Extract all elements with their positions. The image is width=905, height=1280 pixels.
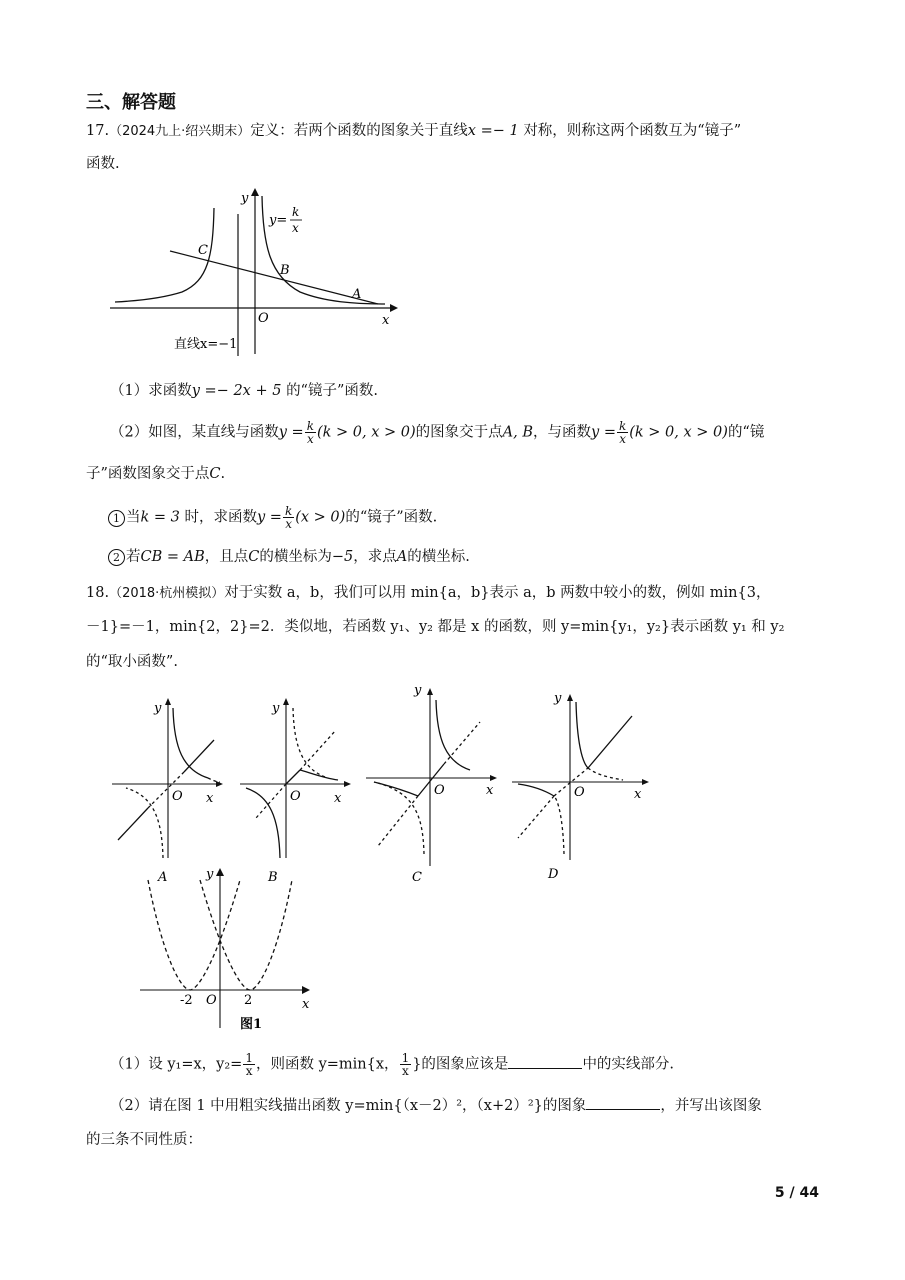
q17-part2-end: 的“镜 <box>727 424 765 441</box>
q18-part1-b: ，则函数 y=min{x， <box>255 1056 399 1073</box>
q18-part1 <box>110 1052 674 1077</box>
q17-eq: x =− 1 <box>467 123 519 139</box>
q17-sub1-a: 当 <box>126 509 141 526</box>
q17-text-a: 定义：若两个函数的图象关于直线 <box>250 123 468 139</box>
fig1-tick-pos: 2 <box>244 993 253 1008</box>
q17-part2-cond2: (k > 0, x > 0) <box>629 424 728 441</box>
q17-source: （2024九上·绍兴期末） <box>109 124 251 139</box>
q17-sub1-frac: $\frac{k}{x}$ <box>284 504 293 531</box>
graph-b-y: y <box>272 701 280 716</box>
q17-point-c: C <box>198 243 208 258</box>
fig1-parabola-right <box>200 880 292 990</box>
q18-part2-b: ，并写出该图象 <box>660 1098 762 1114</box>
graph-d-y: y <box>554 691 562 706</box>
q18-part2-blank[interactable] <box>586 1095 660 1110</box>
fig1-tick-neg: -2 <box>180 993 193 1008</box>
q18-part1-frac2: $\frac{1}{x}$ <box>401 1051 410 1078</box>
q17-point-b: B <box>280 263 290 278</box>
q18-line2: －1}=－1，min{2，2}=2．类似地，若函数 y₁、y₂ 都是 x 的函数，则 y=min{y₁，y₂}表示函数 y₁ 和 y₂ <box>86 619 785 635</box>
q17-sub2 <box>108 547 470 567</box>
q17-part1-suffix: 的“镜子”函数. <box>286 383 378 399</box>
graph-a-x: x <box>206 791 214 806</box>
q18-line1 <box>86 583 770 604</box>
q17-line2: 函数. <box>86 156 120 172</box>
q17-sub2-a2: A <box>396 549 408 565</box>
graph-b <box>240 698 351 885</box>
graph-c-x: x <box>486 783 494 798</box>
q17-part1 <box>110 381 378 401</box>
graph-b-o: O <box>290 789 301 804</box>
q18-part2-a: （2）请在图 1 中用粗实线描出函数 y=min{（x－2）²，（x+2）²}的图象 <box>110 1098 587 1114</box>
q18-part1-d: 中的实线部分. <box>582 1056 675 1073</box>
q18-text1: 对于实数 a，b，我们可以用 min{a，b}表示 a，b 两数中较小的数，例如 min{3， <box>224 585 771 601</box>
q17-point-a: A <box>352 287 362 302</box>
q17-part2-cond: (k > 0, x > 0) <box>316 424 416 441</box>
q18-source: （2018·杭州模拟） <box>109 586 225 601</box>
q17-part2-frac2: $\frac{k}{x}$ <box>618 419 627 446</box>
q17-sub1-circle: 1 <box>108 510 125 527</box>
q18-fig1 <box>136 862 321 1034</box>
q17-sub2-c2: 的横坐标为 <box>259 549 332 565</box>
q17-text-b: 对称，则称这两个函数互为“镜子” <box>523 123 742 139</box>
q17-part2-line1 <box>110 420 764 445</box>
q17-sub2-c: C <box>248 549 260 565</box>
graph-c-y: y <box>414 683 422 698</box>
q17-sub1-y: y = <box>257 509 282 526</box>
q17-part2-frac: $\frac{k}{x}$ <box>306 419 314 446</box>
graph-b-label: B <box>268 870 278 885</box>
q17-part2-line2 <box>86 464 225 484</box>
graph-d-label: D <box>548 867 559 882</box>
fig1-y: y <box>206 867 214 882</box>
q17-sub2-b: ，且点 <box>204 549 249 565</box>
q17-part2-mid2: ，与函数 <box>533 424 592 441</box>
q18-options-figure <box>108 678 653 888</box>
q17-part2-y2: y = <box>591 424 616 441</box>
q17-sub2-eq: CB = AB <box>140 549 205 565</box>
q17-sub1-cond: (x > 0) <box>295 509 346 526</box>
q17-sub2-d: ，求点 <box>353 549 397 565</box>
q17-origin: O <box>258 311 269 326</box>
q17-sub1-k: k = 3 <box>140 509 180 526</box>
q17-sub2-a: 若 <box>126 549 141 565</box>
section-title: 三、解答题 <box>86 92 176 113</box>
q18-number: 18. <box>86 585 110 601</box>
q18-part2 <box>110 1095 762 1116</box>
q18-line3: 的“取小函数”. <box>86 654 178 670</box>
graph-c-o: O <box>434 783 445 798</box>
q17-sub2-circle: 2 <box>108 549 125 566</box>
q17-line1 <box>86 121 741 142</box>
graph-c-label: C <box>412 870 422 885</box>
q17-figure <box>110 186 410 361</box>
q17-sub1 <box>108 505 437 530</box>
q17-line-label: 直线x=−1 <box>174 337 238 352</box>
fig1-parabola-left <box>148 880 240 990</box>
q17-part2-prefix: （2）如图，某直线与函数 <box>110 424 279 441</box>
q17-part1-prefix: （1）求函数 <box>110 383 192 399</box>
graph-a-o: O <box>172 789 183 804</box>
page-number: 5 / 44 <box>774 1185 819 1201</box>
q17-sub1-c: 的“镜子”函数. <box>345 509 438 526</box>
q17-part2-line2c: . <box>220 466 226 482</box>
q17-number: 17. <box>86 123 110 139</box>
q17-part2-y: y = <box>278 424 304 441</box>
q17-sub1-b: 时，求函数 <box>184 509 257 526</box>
q17-part2-pts: A, B <box>502 424 534 441</box>
fig1-x: x <box>302 997 310 1012</box>
q17-y-label: y <box>241 191 249 206</box>
q18-part2-line2: 的三条不同性质： <box>86 1132 202 1148</box>
graph-d-x: x <box>634 787 642 802</box>
q17-part2-line2a: 子”函数图象交于点 <box>86 466 210 482</box>
q18-part1-c: }的图象应该是 <box>412 1056 509 1073</box>
q17-part2-line2b: C <box>209 466 221 482</box>
graph-d-o: O <box>574 785 585 800</box>
graph-a <box>112 698 223 885</box>
q17-part1-eq: y =− 2x + 5 <box>191 383 282 399</box>
q17-curve-x: x <box>292 221 299 235</box>
graph-b-x: x <box>334 791 342 806</box>
q18-part1-blank[interactable] <box>508 1054 582 1069</box>
graph-d <box>512 691 649 882</box>
fig1-o: O <box>206 993 217 1008</box>
q18-part1-a: （1）设 y₁=x，y₂= <box>110 1056 243 1073</box>
q17-curve-k: k <box>292 205 300 219</box>
graph-a-label: A <box>158 870 168 885</box>
q17-sub2-val: −5 <box>331 549 354 565</box>
q17-part2-mid: 的图象交于点 <box>415 424 503 441</box>
graph-a-y: y <box>154 701 162 716</box>
fig1-caption: 图1 <box>240 1017 263 1032</box>
q17-x-label: x <box>382 313 390 328</box>
q17-sub2-e: 的横坐标. <box>407 549 470 565</box>
q17-curve-label: y= <box>269 213 288 228</box>
q18-part1-frac1: $\frac{1}{x}$ <box>245 1051 253 1078</box>
graph-c <box>366 683 497 885</box>
